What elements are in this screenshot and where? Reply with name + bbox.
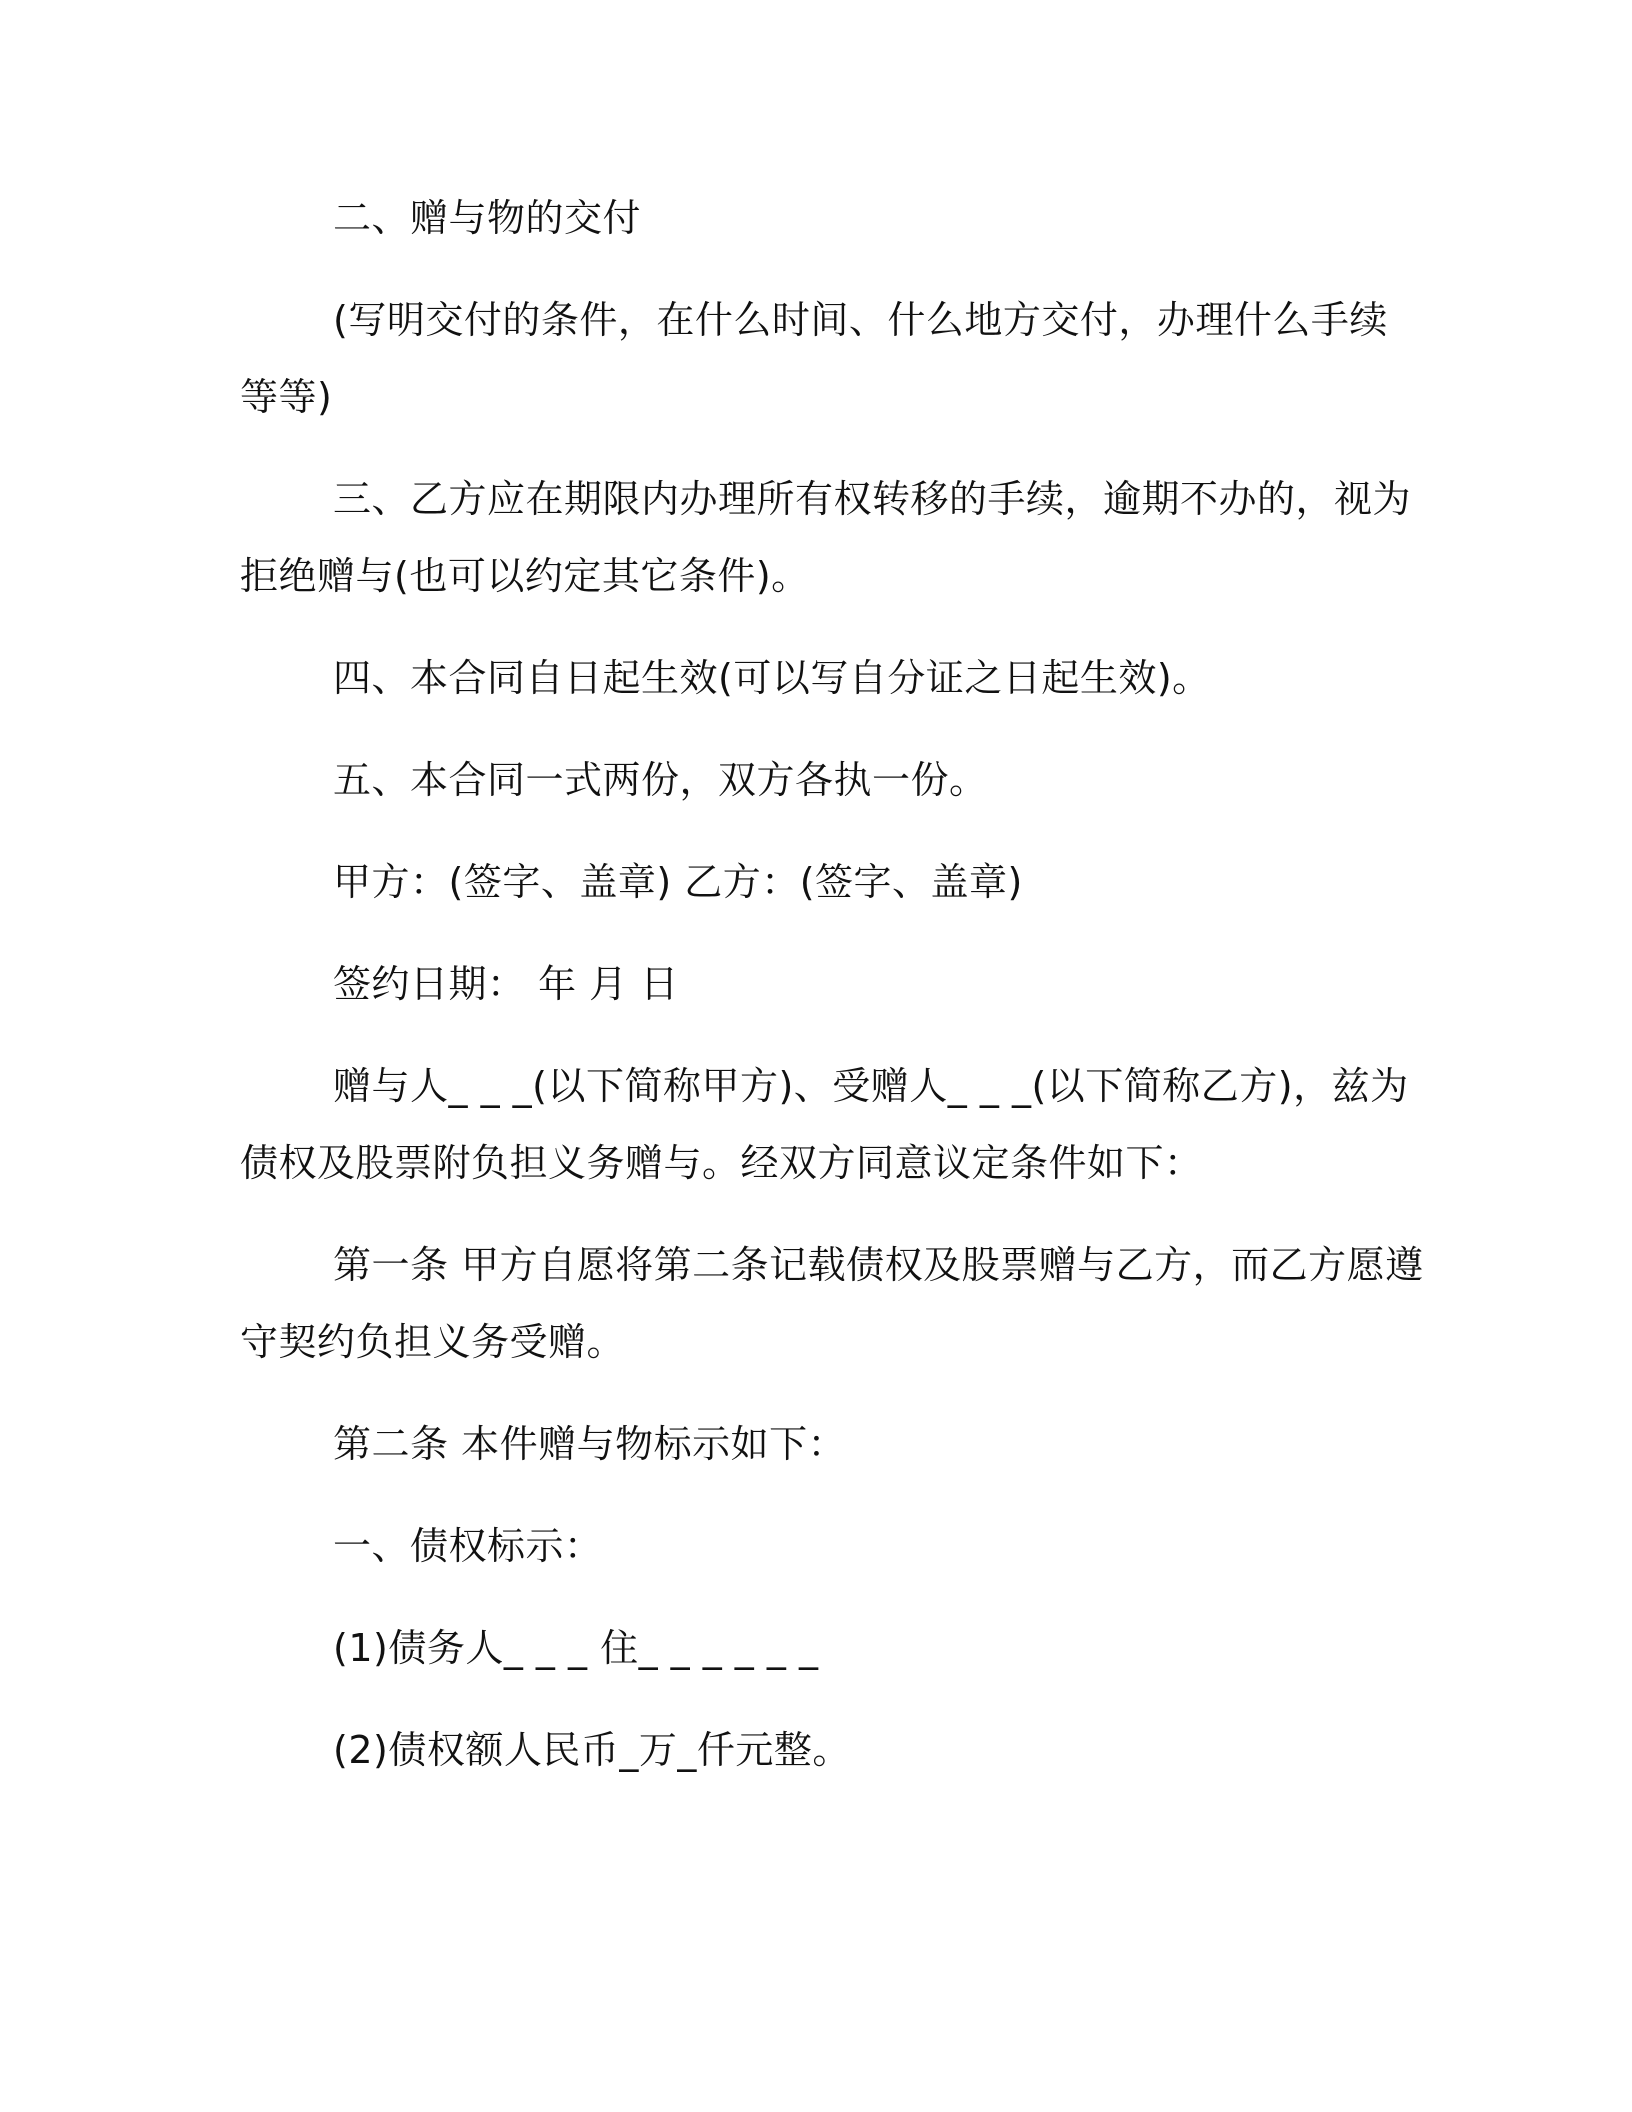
section-heading-delivery: 二、赠与物的交付 — [333, 196, 642, 240]
paragraph-delivery-note-line-2: 等等) — [240, 375, 333, 419]
article-one-line-2: 守契约负担义务受赠。 — [240, 1320, 626, 1364]
claim-debtor: (1)债务人_ _ _ 住_ _ _ _ _ _ — [333, 1626, 819, 1670]
article-one-line-1: 第一条 甲方自愿将第二条记载债权及股票赠与乙方，而乙方愿遵 — [333, 1243, 1424, 1287]
claim-heading: 一、债权标示： — [333, 1524, 603, 1568]
paragraph-delivery-note-line-1: (写明交付的条件，在什么时间、什么地方交付，办理什么手续 — [333, 298, 1388, 342]
preamble-line-2: 债权及股票附负担义务赠与。经双方同意议定条件如下： — [240, 1141, 1203, 1185]
article-two: 第二条 本件赠与物标示如下： — [333, 1422, 847, 1466]
clause-five: 五、本合同一式两份，双方各执一份。 — [333, 758, 988, 802]
clause-three-line-2: 拒绝赠与(也可以约定其它条件)。 — [240, 554, 810, 598]
clause-three-line-1: 三、乙方应在期限内办理所有权转移的手续，逾期不办的，视为 — [333, 477, 1412, 521]
signing-date: 签约日期： 年 月 日 — [333, 962, 679, 1006]
signature-parties: 甲方：(签字、盖章) 乙方：(签字、盖章) — [333, 860, 1023, 904]
clause-four: 四、本合同自日起生效(可以写自分证之日起生效)。 — [333, 656, 1211, 700]
preamble-line-1: 赠与人_ _ _(以下简称甲方)、受赠人_ _ _(以下简称乙方)，兹为 — [333, 1064, 1409, 1108]
claim-amount: (2)债权额人民币_万_仟元整。 — [333, 1728, 851, 1772]
